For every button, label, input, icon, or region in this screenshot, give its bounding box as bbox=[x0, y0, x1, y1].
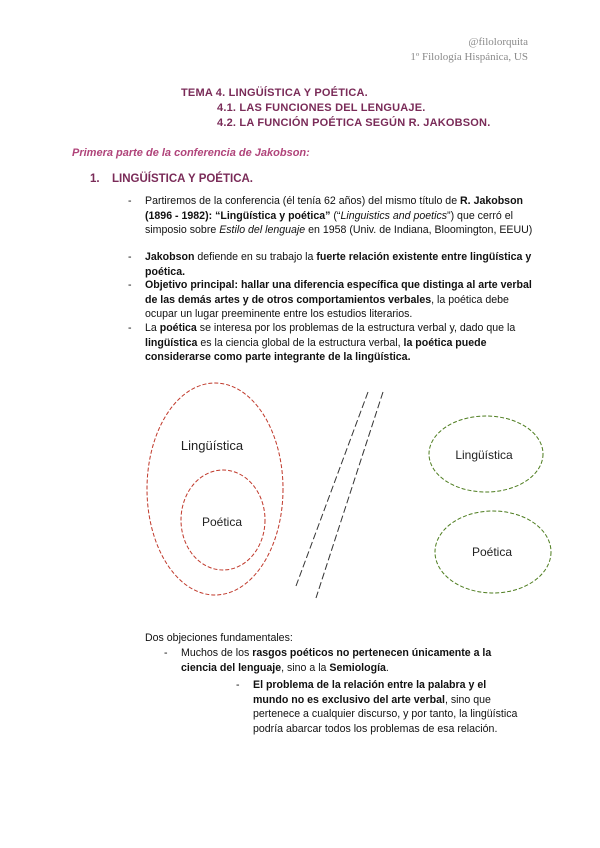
text: , sino que pertenece a cualquier discurso, y por tanto, la lingüística podría abarcar todos los problemas de esa relación. bbox=[253, 693, 518, 735]
text-italic: Linguistics and poetics bbox=[340, 209, 448, 222]
diagram-label-linguistics-left: Lingüística bbox=[180, 438, 244, 453]
topic-subtitle-1: 4.1. LAS FUNCIONES DEL LENGUAJE. bbox=[217, 102, 426, 114]
text-bold: la poética puede considerarse como parte integrante de la lingüística. bbox=[145, 336, 487, 364]
bullet-dash: - bbox=[128, 195, 132, 207]
objections-heading: Dos objeciones fundamentales: bbox=[145, 632, 293, 644]
text: Muchos de los bbox=[181, 647, 253, 659]
bullet-dash: - bbox=[128, 251, 132, 263]
bullet-dash: - bbox=[128, 279, 132, 291]
bullet-dash: - bbox=[128, 322, 132, 334]
text: (“ bbox=[330, 209, 341, 222]
header-author: @filolorquita bbox=[468, 36, 528, 48]
text: , sino a la bbox=[281, 661, 330, 674]
bullet-dash: - bbox=[236, 679, 240, 691]
topic-title: TEMA 4. LINGÜÍSTICA Y POÉTICA. bbox=[181, 87, 368, 99]
text-bold: poética bbox=[159, 322, 197, 334]
text: ”) que cerró el simposio sobre bbox=[145, 209, 513, 237]
linguistics-outer-ellipse bbox=[147, 383, 283, 595]
section-title: LINGÜÍSTICA Y POÉTICA. bbox=[112, 173, 253, 185]
text-bold: Jakobson bbox=[145, 251, 195, 263]
header-course: 1º Filología Hispánica, US bbox=[410, 51, 528, 63]
text-italic: Estilo del lenguaje bbox=[219, 224, 306, 237]
text: , la poética debe ocupar un lugar preeminente entre los estudios literarios. bbox=[145, 293, 509, 321]
text: es la ciencia global de la estructura verbal, bbox=[197, 336, 404, 349]
part-subtitle: Primera parte de la conferencia de Jakobson: bbox=[72, 147, 310, 159]
separator-line bbox=[296, 392, 368, 586]
text: defiende en su trabajo la bbox=[194, 251, 317, 263]
separator-line bbox=[316, 392, 383, 598]
text-bold: El problema de la relación entre la palabra y el mundo no es exclusivo del arte verbal bbox=[253, 679, 487, 706]
topic-subtitle-2: 4.2. LA FUNCIÓN POÉTICA SEGÚN R. JAKOBSON. bbox=[217, 117, 491, 129]
diagram-label-poetics-right: Poética bbox=[471, 545, 513, 559]
bullet-dash: - bbox=[164, 647, 168, 659]
text: Partiremos de la conferencia (él tenía 62 años) del mismo título de bbox=[145, 195, 461, 207]
text-bold: Objetivo principal: hallar una diferencia específica que distinga al arte verbal de las demás artes y de otros comportamientos verbales bbox=[145, 279, 532, 306]
objection-item bbox=[164, 646, 521, 675]
text-bold: lingüística bbox=[145, 336, 198, 349]
objection-item bbox=[236, 678, 518, 736]
text: en 1958 (Univ. de Indiana, Bloomington, EEUU) bbox=[305, 224, 533, 237]
text-bold: fuerte relación existente entre lingüística y poética. bbox=[145, 251, 532, 278]
text-bold: Semiología bbox=[329, 661, 386, 674]
text-bold: R. Jakobson (1896 - 1982): “Lingüística y poética” bbox=[145, 195, 524, 222]
text: se interesa por los problemas de la estructura verbal y, dado que la bbox=[196, 322, 516, 334]
text: . bbox=[385, 661, 389, 674]
diagram-label-linguistics-right: Lingüística bbox=[455, 448, 513, 462]
text: La bbox=[145, 322, 160, 334]
diagram-label-poetics-left: Poética bbox=[201, 515, 243, 529]
text-bold: rasgos poéticos no pertenecen únicamente a la ciencia del lenguaje bbox=[181, 647, 492, 674]
section-number: 1. bbox=[90, 173, 100, 185]
